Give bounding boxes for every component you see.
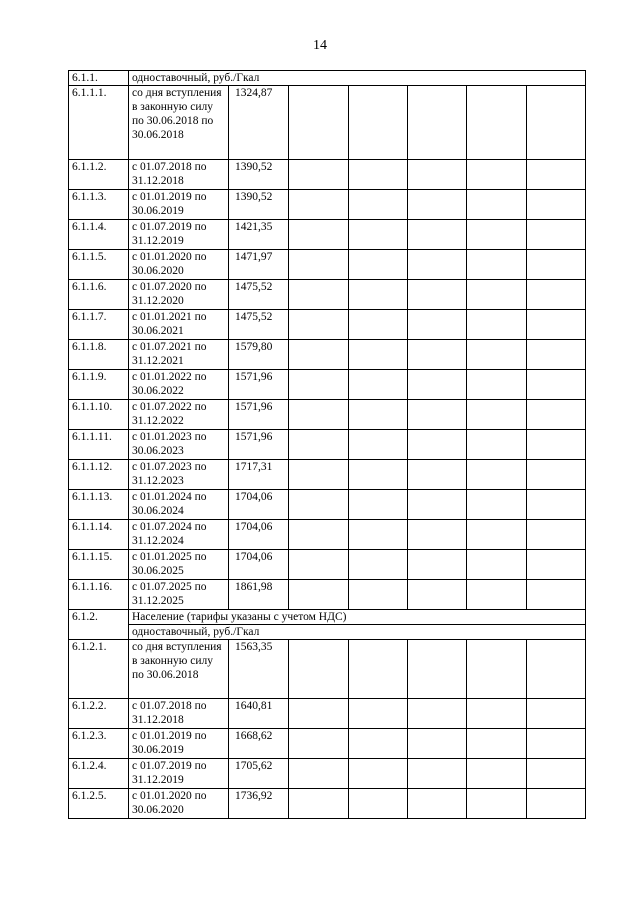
row-code: 6.1.1.15.	[69, 550, 129, 580]
empty-cell	[527, 729, 586, 759]
row-value: 1704,06	[229, 490, 289, 520]
empty-cell	[408, 550, 467, 580]
empty-cell	[289, 220, 349, 250]
table-row	[69, 699, 586, 729]
row-code: 6.1.2.4.	[69, 759, 129, 789]
empty-cell	[527, 160, 586, 190]
row-period: с 01.01.2021 по 30.06.2021	[129, 310, 229, 340]
row-value: 1475,52	[229, 310, 289, 340]
empty-cell	[467, 86, 527, 160]
table-row	[69, 640, 586, 699]
empty-cell	[349, 250, 408, 280]
empty-cell	[527, 460, 586, 490]
row-code: 6.1.1.6.	[69, 280, 129, 310]
empty-cell	[408, 190, 467, 220]
row-period: с 01.07.2018 по 31.12.2018	[129, 699, 229, 729]
empty-cell	[527, 250, 586, 280]
row-value: 1705,62	[229, 759, 289, 789]
empty-cell	[408, 400, 467, 430]
row-period: со дня вступления в законную силу по 30.06.2018 по 30.06.2018	[129, 86, 229, 160]
row-code: 6.1.1.14.	[69, 520, 129, 550]
empty-cell	[467, 160, 527, 190]
empty-cell	[408, 759, 467, 789]
row-period: с 01.01.2020 по 30.06.2020	[129, 250, 229, 280]
row-value: 1390,52	[229, 160, 289, 190]
row-period: с 01.07.2021 по 31.12.2021	[129, 340, 229, 370]
row-period: с 01.01.2023 по 30.06.2023	[129, 430, 229, 460]
empty-cell	[289, 250, 349, 280]
empty-cell	[408, 729, 467, 759]
empty-cell	[349, 310, 408, 340]
table-row	[69, 86, 586, 160]
empty-cell	[527, 759, 586, 789]
row-code: 6.1.1.12.	[69, 460, 129, 490]
table-row	[69, 370, 586, 400]
row-code: 6.1.1.2.	[69, 160, 129, 190]
row-value: 1324,87	[229, 86, 289, 160]
table-row	[69, 190, 586, 220]
empty-cell	[408, 280, 467, 310]
empty-cell	[467, 370, 527, 400]
table-row	[69, 550, 586, 580]
empty-cell	[408, 580, 467, 610]
row-period: с 01.07.2022 по 31.12.2022	[129, 400, 229, 430]
row-value: 1471,97	[229, 250, 289, 280]
group-subheader-row	[69, 625, 586, 640]
table-row	[69, 400, 586, 430]
empty-cell	[527, 490, 586, 520]
row-value: 1475,52	[229, 280, 289, 310]
empty-cell	[408, 520, 467, 550]
empty-cell	[467, 190, 527, 220]
empty-cell	[408, 86, 467, 160]
table-row	[69, 729, 586, 759]
empty-cell	[289, 789, 349, 819]
empty-cell	[349, 759, 408, 789]
empty-cell	[289, 310, 349, 340]
row-code: 6.1.2.5.	[69, 789, 129, 819]
row-period: с 01.07.2020 по 31.12.2020	[129, 280, 229, 310]
group-title: Население (тарифы указаны с учетом НДС)	[129, 610, 586, 625]
row-code: 6.1.1.7.	[69, 310, 129, 340]
empty-cell	[467, 789, 527, 819]
empty-cell	[289, 340, 349, 370]
row-period: с 01.07.2019 по 31.12.2019	[129, 759, 229, 789]
empty-cell	[349, 520, 408, 550]
empty-cell	[467, 729, 527, 759]
empty-cell	[527, 430, 586, 460]
row-period: с 01.01.2022 по 30.06.2022	[129, 370, 229, 400]
table-row	[69, 789, 586, 819]
empty-cell	[467, 430, 527, 460]
row-period: с 01.07.2024 по 31.12.2024	[129, 520, 229, 550]
table-row	[69, 520, 586, 550]
row-value: 1571,96	[229, 430, 289, 460]
row-code: 6.1.1.5.	[69, 250, 129, 280]
empty-cell	[467, 550, 527, 580]
empty-cell	[527, 220, 586, 250]
row-value: 1861,98	[229, 580, 289, 610]
row-code: 6.1.1.	[69, 71, 129, 86]
table-row	[69, 490, 586, 520]
empty-cell	[467, 580, 527, 610]
table-row	[69, 759, 586, 789]
empty-cell	[349, 789, 408, 819]
table-row	[69, 280, 586, 310]
empty-cell	[527, 550, 586, 580]
empty-cell	[467, 340, 527, 370]
row-code: 6.1.2.3.	[69, 729, 129, 759]
row-value: 1571,96	[229, 370, 289, 400]
row-period: с 01.01.2019 по 30.06.2019	[129, 190, 229, 220]
page-number: 14	[313, 38, 327, 53]
empty-cell	[467, 699, 527, 729]
row-code: 6.1.1.13.	[69, 490, 129, 520]
row-period: с 01.07.2025 по 31.12.2025	[129, 580, 229, 610]
empty-cell	[408, 220, 467, 250]
empty-cell	[408, 370, 467, 400]
empty-cell	[527, 340, 586, 370]
row-period: с 01.07.2019 по 31.12.2019	[129, 220, 229, 250]
row-value: 1571,96	[229, 400, 289, 430]
row-code: 6.1.1.11.	[69, 430, 129, 460]
empty-cell	[289, 430, 349, 460]
empty-cell	[349, 550, 408, 580]
table-row	[69, 220, 586, 250]
empty-cell	[289, 490, 349, 520]
empty-cell	[349, 190, 408, 220]
empty-cell	[408, 460, 467, 490]
table-row	[69, 430, 586, 460]
empty-cell	[467, 640, 527, 699]
empty-cell	[408, 490, 467, 520]
empty-cell	[467, 400, 527, 430]
empty-cell	[408, 160, 467, 190]
empty-cell	[349, 280, 408, 310]
group-label: одноставочный, руб./Гкал	[129, 71, 586, 86]
row-value: 1579,80	[229, 340, 289, 370]
empty-cell	[349, 370, 408, 400]
row-code: 6.1.2.2.	[69, 699, 129, 729]
empty-cell	[527, 280, 586, 310]
empty-cell	[289, 550, 349, 580]
row-period: с 01.01.2019 по 30.06.2019	[129, 729, 229, 759]
empty-cell	[527, 580, 586, 610]
empty-cell	[289, 729, 349, 759]
empty-cell	[289, 640, 349, 699]
empty-cell	[349, 86, 408, 160]
row-period: с 01.07.2018 по 31.12.2018	[129, 160, 229, 190]
row-value: 1704,06	[229, 550, 289, 580]
empty-cell	[349, 340, 408, 370]
empty-cell	[289, 520, 349, 550]
group-header-row	[69, 610, 586, 625]
row-code: 6.1.2.1.	[69, 640, 129, 699]
empty-cell	[408, 340, 467, 370]
row-value: 1736,92	[229, 789, 289, 819]
empty-cell	[527, 640, 586, 699]
empty-cell	[289, 160, 349, 190]
row-code: 6.1.1.4.	[69, 220, 129, 250]
empty-cell	[349, 699, 408, 729]
row-value: 1563,35	[229, 640, 289, 699]
group-header-row	[69, 71, 586, 86]
table-row	[69, 160, 586, 190]
empty-cell	[408, 699, 467, 729]
empty-cell	[408, 640, 467, 699]
empty-cell	[467, 520, 527, 550]
empty-cell	[289, 190, 349, 220]
empty-cell	[527, 190, 586, 220]
empty-cell	[467, 250, 527, 280]
row-value: 1717,31	[229, 460, 289, 490]
row-code: 6.1.1.9.	[69, 370, 129, 400]
row-value: 1640,81	[229, 699, 289, 729]
row-period: с 01.01.2025 по 30.06.2025	[129, 550, 229, 580]
empty-cell	[467, 460, 527, 490]
row-period: со дня вступления в законную силу по 30.06.2018	[129, 640, 229, 699]
empty-cell	[349, 580, 408, 610]
row-code: 6.1.1.3.	[69, 190, 129, 220]
table-row	[69, 580, 586, 610]
empty-cell	[289, 759, 349, 789]
empty-cell	[289, 400, 349, 430]
empty-cell	[527, 86, 586, 160]
tariff-table	[68, 70, 586, 819]
empty-cell	[349, 640, 408, 699]
group-label: одноставочный, руб./Гкал	[129, 625, 586, 640]
table-row	[69, 340, 586, 370]
empty-cell	[289, 280, 349, 310]
empty-cell	[527, 789, 586, 819]
empty-cell	[289, 460, 349, 490]
table-row	[69, 250, 586, 280]
row-period: с 01.01.2020 по 30.06.2020	[129, 789, 229, 819]
empty-cell	[467, 220, 527, 250]
empty-cell	[527, 699, 586, 729]
empty-cell	[289, 699, 349, 729]
empty-cell	[527, 310, 586, 340]
empty-cell	[408, 250, 467, 280]
empty-cell	[289, 86, 349, 160]
empty-cell	[527, 400, 586, 430]
empty-cell	[349, 220, 408, 250]
row-code: 6.1.1.8.	[69, 340, 129, 370]
empty-cell	[467, 759, 527, 789]
row-value: 1421,35	[229, 220, 289, 250]
empty-cell	[408, 430, 467, 460]
row-code: 6.1.2.	[69, 610, 129, 640]
empty-cell	[289, 370, 349, 400]
empty-cell	[349, 729, 408, 759]
tariff-table-body	[69, 71, 586, 819]
empty-cell	[467, 310, 527, 340]
empty-cell	[349, 460, 408, 490]
row-code: 6.1.1.16.	[69, 580, 129, 610]
row-value: 1704,06	[229, 520, 289, 550]
row-value: 1390,52	[229, 190, 289, 220]
empty-cell	[527, 370, 586, 400]
row-code: 6.1.1.1.	[69, 86, 129, 160]
table-row	[69, 460, 586, 490]
empty-cell	[349, 490, 408, 520]
empty-cell	[408, 310, 467, 340]
table-row	[69, 310, 586, 340]
empty-cell	[349, 160, 408, 190]
row-period: с 01.07.2023 по 31.12.2023	[129, 460, 229, 490]
empty-cell	[527, 520, 586, 550]
row-period: с 01.01.2024 по 30.06.2024	[129, 490, 229, 520]
row-code: 6.1.1.10.	[69, 400, 129, 430]
empty-cell	[467, 280, 527, 310]
row-value: 1668,62	[229, 729, 289, 759]
empty-cell	[289, 580, 349, 610]
empty-cell	[349, 430, 408, 460]
empty-cell	[467, 490, 527, 520]
empty-cell	[408, 789, 467, 819]
empty-cell	[349, 400, 408, 430]
